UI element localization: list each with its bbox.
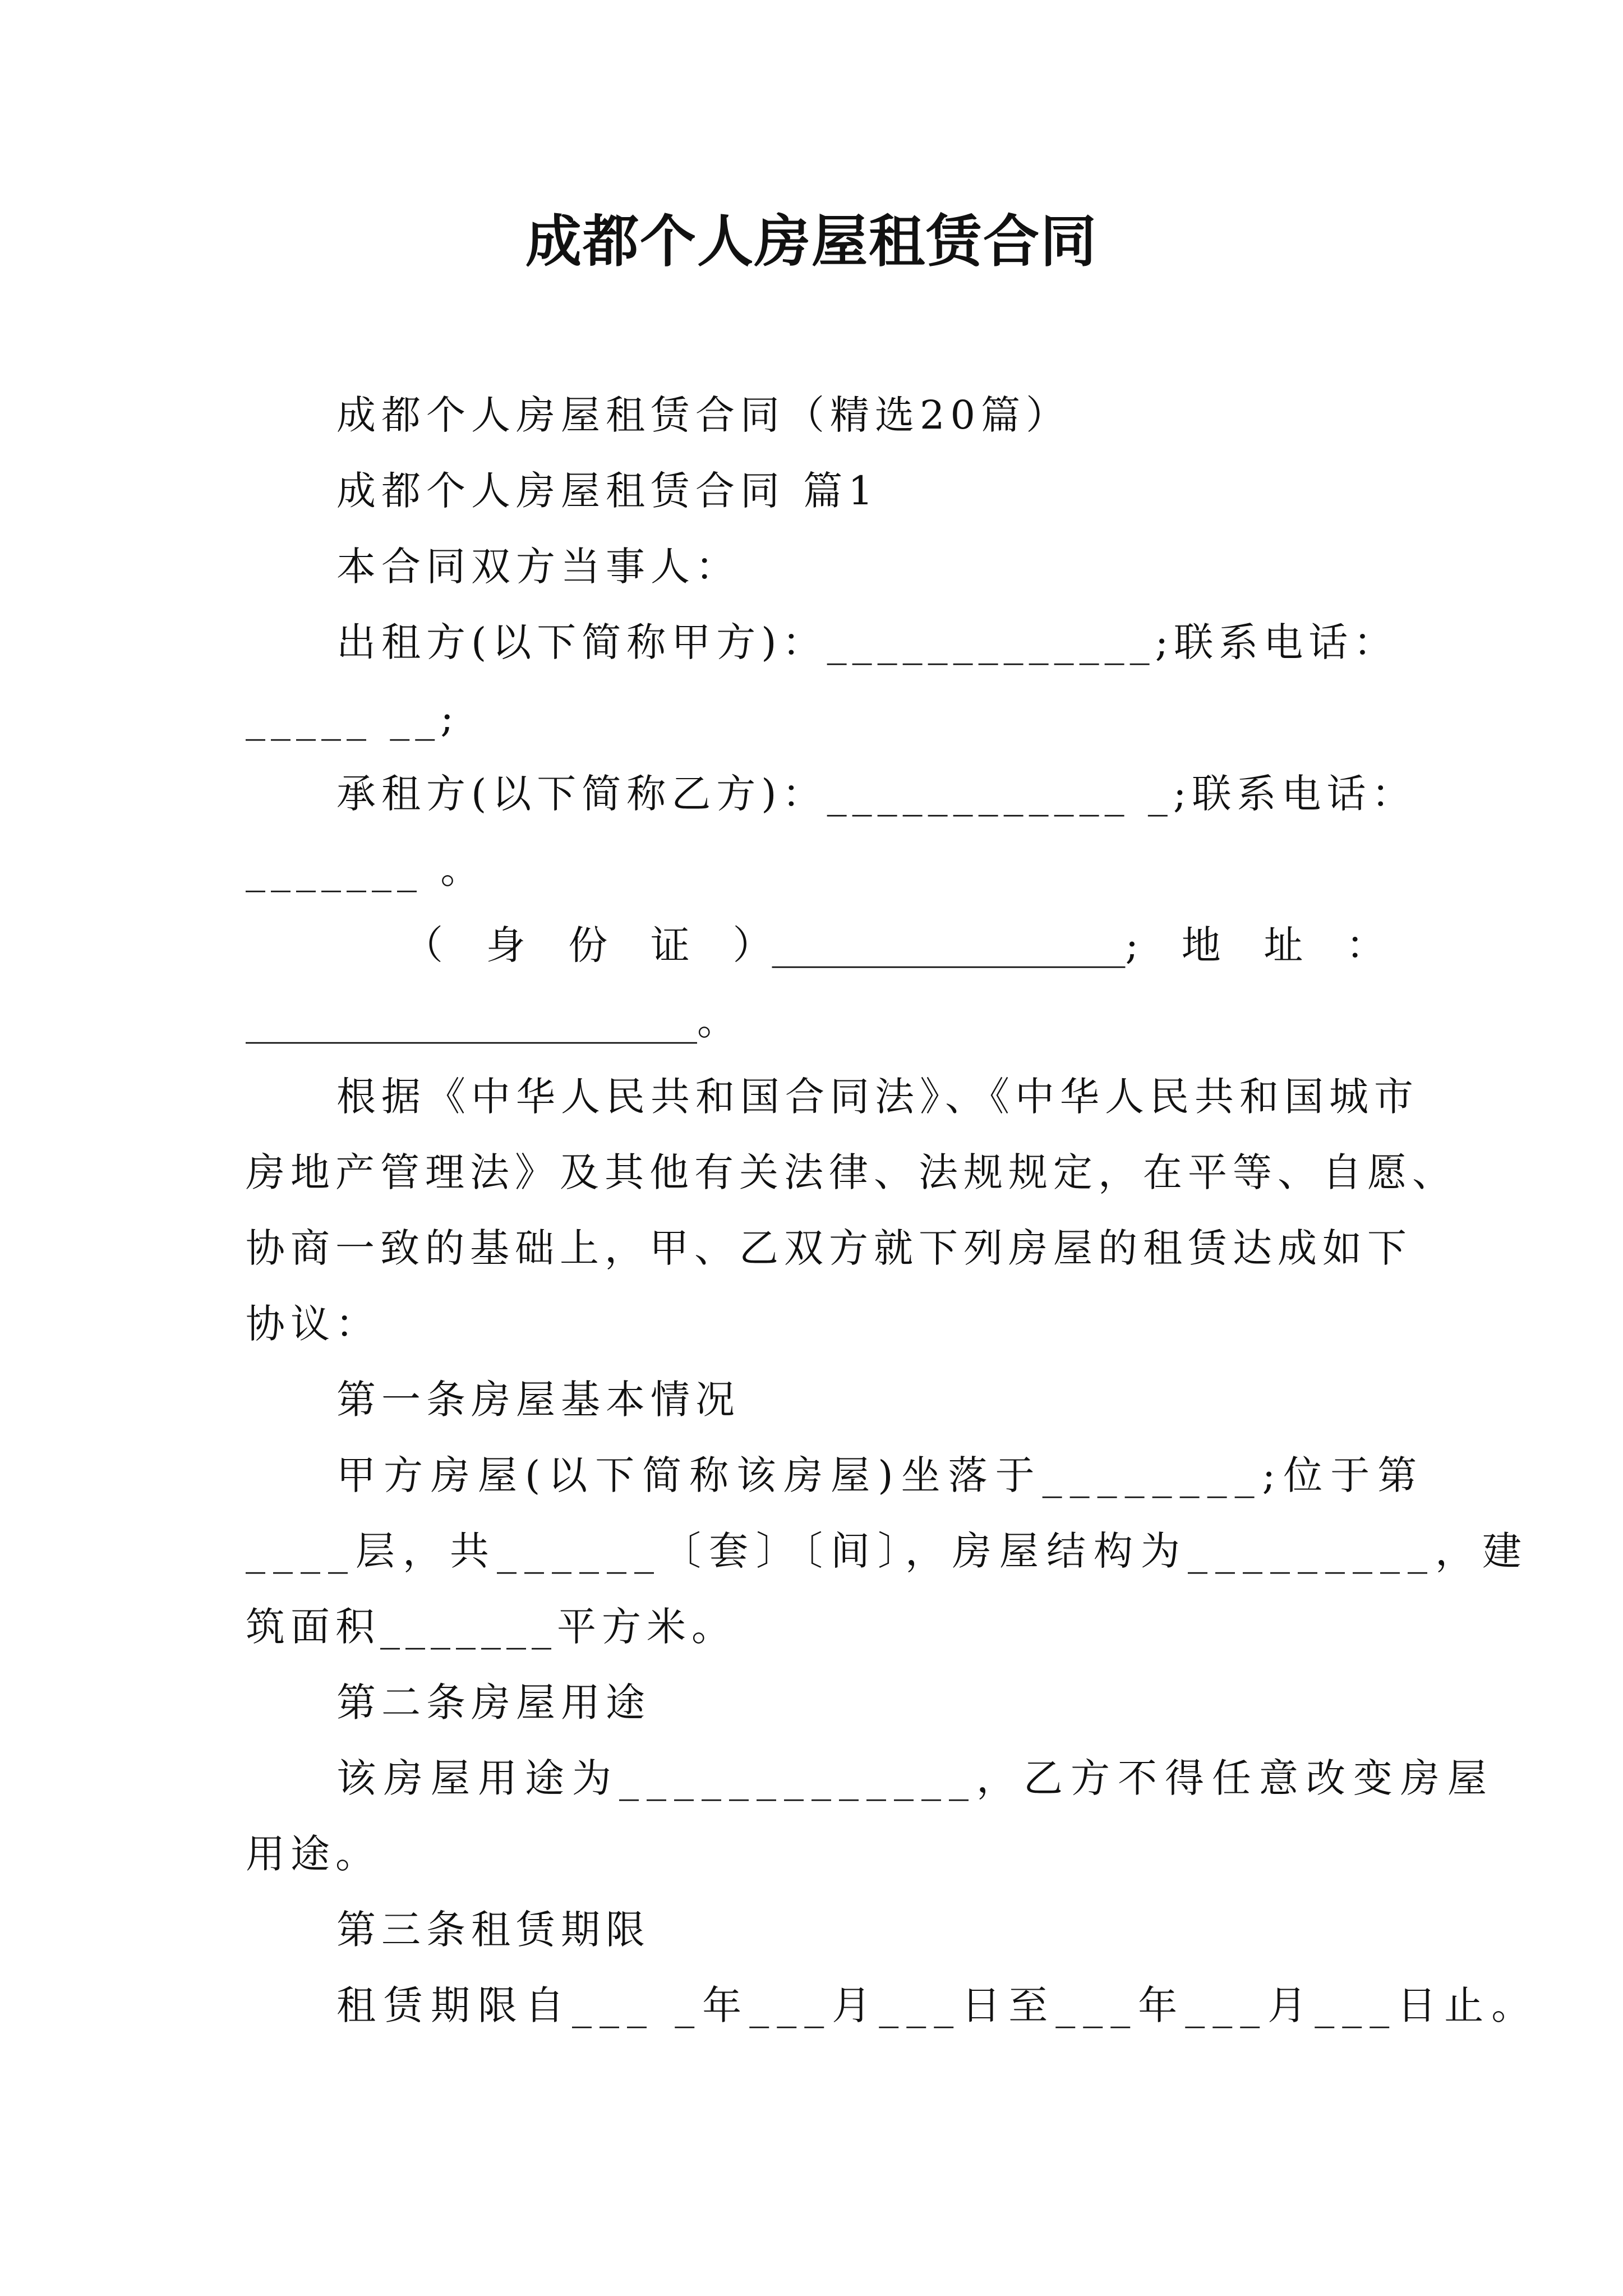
id-close-paren: ）	[732, 922, 772, 968]
paragraph-line: 该房屋用途为_____________，乙方不得任意改变房屋	[336, 1755, 1495, 1801]
paragraph-line: 房地产管理法》及其他有关法律、法规规定，在平等、自愿、	[246, 1149, 1457, 1195]
address-colon: ：	[1345, 922, 1385, 968]
paragraph-line: 本合同双方当事人：	[336, 544, 740, 590]
id-char-3: 证	[650, 922, 690, 968]
paragraph-line: 协议：	[246, 1301, 380, 1347]
lessor-line: 出租方(以下简称甲方)：_____________;联系电话：	[336, 619, 1399, 665]
lessee-phone-line: _______ 。	[246, 846, 486, 892]
article-3-heading: 第三条租赁期限	[336, 1907, 651, 1953]
lessor-phone-line: _____ __;	[246, 695, 459, 741]
subtitle-line: 成都个人房屋租赁合同（精选20篇）	[336, 392, 1071, 438]
paragraph-line: 租赁期限自___ _年___月___日至___年___月___日止。	[336, 1982, 1539, 2028]
lessee-line: 承租方(以下简称乙方)：____________ _;联系电话：	[336, 771, 1417, 817]
id-blank	[733, 917, 1139, 973]
id-char-2: 份	[568, 922, 608, 968]
section-heading: 成都个人房屋租赁合同 篇1	[336, 468, 879, 514]
id-open-paren: （	[404, 922, 443, 968]
paragraph-line: 协商一致的基础上，甲、乙双方就下列房屋的租赁达成如下	[246, 1225, 1412, 1271]
id-char-1: 身	[486, 922, 525, 968]
id-blank-underline: __________________;	[772, 922, 1139, 968]
paragraph-line: 根据《中华人民共和国合同法》、《中华人民共和国城市	[336, 1074, 1419, 1120]
article-1-heading: 第一条房屋基本情况	[336, 1377, 740, 1423]
paragraph-line: 用途。	[246, 1831, 380, 1877]
address-char-2: 址	[1264, 922, 1303, 968]
address-char-1: 地	[1181, 922, 1221, 968]
paragraph-line: ____层，共______〔套〕〔间〕，房屋结构为_________，建	[246, 1528, 1529, 1574]
address-blank-line: _______________________。	[246, 998, 736, 1044]
id-address-line	[404, 917, 1385, 973]
article-2-heading: 第二条房屋用途	[336, 1680, 651, 1726]
paragraph-line: 甲方房屋(以下简称该房屋)坐落于________;位于第	[336, 1452, 1425, 1498]
paragraph-line: 筑面积_______平方米。	[246, 1604, 736, 1650]
document-title: 成都个人房屋租赁合同	[525, 208, 1098, 274]
